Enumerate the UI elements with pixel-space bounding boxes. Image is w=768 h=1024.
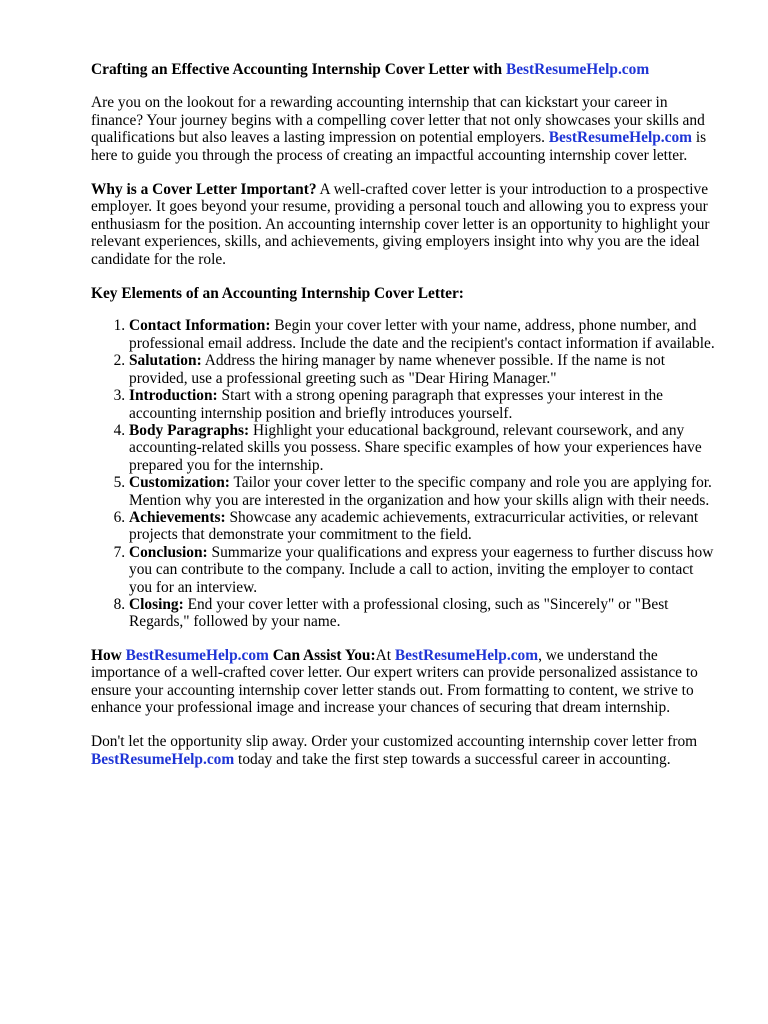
assist-link-2[interactable]: BestResumeHelp.com	[394, 646, 539, 664]
list-item-text: End your cover letter with a professional closing, such as "Sincerely" or "Best Regards," followed by your name.	[129, 595, 669, 631]
document-title	[91, 61, 718, 78]
assist-can: Can Assist You:	[268, 646, 376, 664]
assist-at: At	[375, 646, 395, 664]
cta-link[interactable]: BestResumeHelp.com	[91, 750, 235, 768]
why-paragraph	[91, 181, 718, 268]
list-item-label: Introduction:	[129, 387, 218, 405]
intro-link[interactable]: BestResumeHelp.com	[548, 129, 692, 147]
title-link[interactable]: BestResumeHelp.com	[505, 61, 650, 78]
list-item-label: Body Paragraphs:	[129, 421, 250, 439]
list-item	[129, 317, 718, 352]
assist-link-1[interactable]: BestResumeHelp.com	[125, 646, 269, 664]
list-item-text: Start with a strong opening paragraph that expresses your interest in the accounting internship position and briefly introduces yourself.	[129, 387, 664, 422]
list-item-label: Salutation:	[129, 352, 202, 370]
assist-how: How	[91, 646, 126, 664]
list-item	[129, 509, 718, 544]
why-heading: Why is a Cover Letter Important?	[91, 181, 317, 199]
list-item	[129, 352, 718, 387]
intro-text-1: Are you on the lookout for a rewarding accounting internship that can kickstart your career in finance? Your journey begins with a compelling cover letter that not only showcases your skills and qualifications but also leaves a lasting impression on potential employers.	[91, 94, 705, 147]
intro-paragraph	[91, 94, 718, 164]
why-text: A well-crafted cover letter is your introduction to a prospective employer. It goes beyond your resume, providing a personal touch and allowing you to express your enthusiasm for the position. An accounting internship cover letter is an opportunity to highlight your relevant experiences, skills, and achievements, giving employers insight into why you are the ideal candidate for the role.	[91, 181, 710, 268]
list-item-text: Highlight your educational background, relevant coursework, and any accounting-related skills you possess. Share specific examples of how your experiences have prepared you for the internship.	[129, 421, 702, 474]
list-item-label: Contact Information:	[129, 317, 271, 335]
list-item-label: Conclusion:	[129, 543, 208, 561]
cta-paragraph	[91, 733, 718, 768]
list-item-label: Closing:	[129, 595, 184, 613]
intro-text-2: is here to guide you through the process of creating an impactful accounting internship cover letter.	[91, 129, 707, 164]
list-item	[129, 596, 718, 631]
key-elements-list	[91, 317, 718, 630]
list-item	[129, 474, 718, 509]
list-item-label: Customization:	[129, 474, 230, 492]
list-item-text: Address the hiring manager by name whenever possible. If the name is not provided, use a professional greeting such as "Dear Hiring Manager."	[129, 352, 666, 387]
list-item	[129, 544, 718, 596]
title-text: Crafting an Effective Accounting Internship Cover Letter with	[91, 61, 503, 78]
cta-text-1: Don't let the opportunity slip away. Order your customized accounting internship cover letter from	[91, 733, 698, 751]
list-item	[129, 422, 718, 474]
list-item	[129, 387, 718, 422]
key-elements-heading: Key Elements of an Accounting Internship Cover Letter:	[91, 285, 464, 303]
assist-paragraph	[91, 647, 718, 717]
list-item-text: Tailor your cover letter to the specific company and role you are applying for. Mention why you are interested in the organization and how your skills align with their needs.	[129, 474, 712, 509]
list-item-text: Begin your cover letter with your name, address, phone number, and professional email address. Include the date and the recipient's contact information if available.	[129, 317, 715, 352]
list-item-text: Summarize your qualifications and express your eagerness to further discuss how you can contribute to the company. Include a call to action, inviting the employer to contact you for an interview.	[129, 543, 714, 596]
list-item-label: Achievements:	[129, 508, 226, 526]
cta-text-2: today and take the first step towards a successful career in accounting.	[234, 750, 671, 768]
assist-text: , we understand the importance of a well-crafted cover letter. Our expert writers can provide personalized assistance to ensure your accounting internship cover letter stands out. From formatting to content, we strive to enhance your professional image and increase your chances of securing that dream internship.	[91, 646, 698, 716]
list-item-text: Showcase any academic achievements, extracurricular activities, or relevant projects that demonstrate your commitment to the field.	[129, 508, 699, 544]
